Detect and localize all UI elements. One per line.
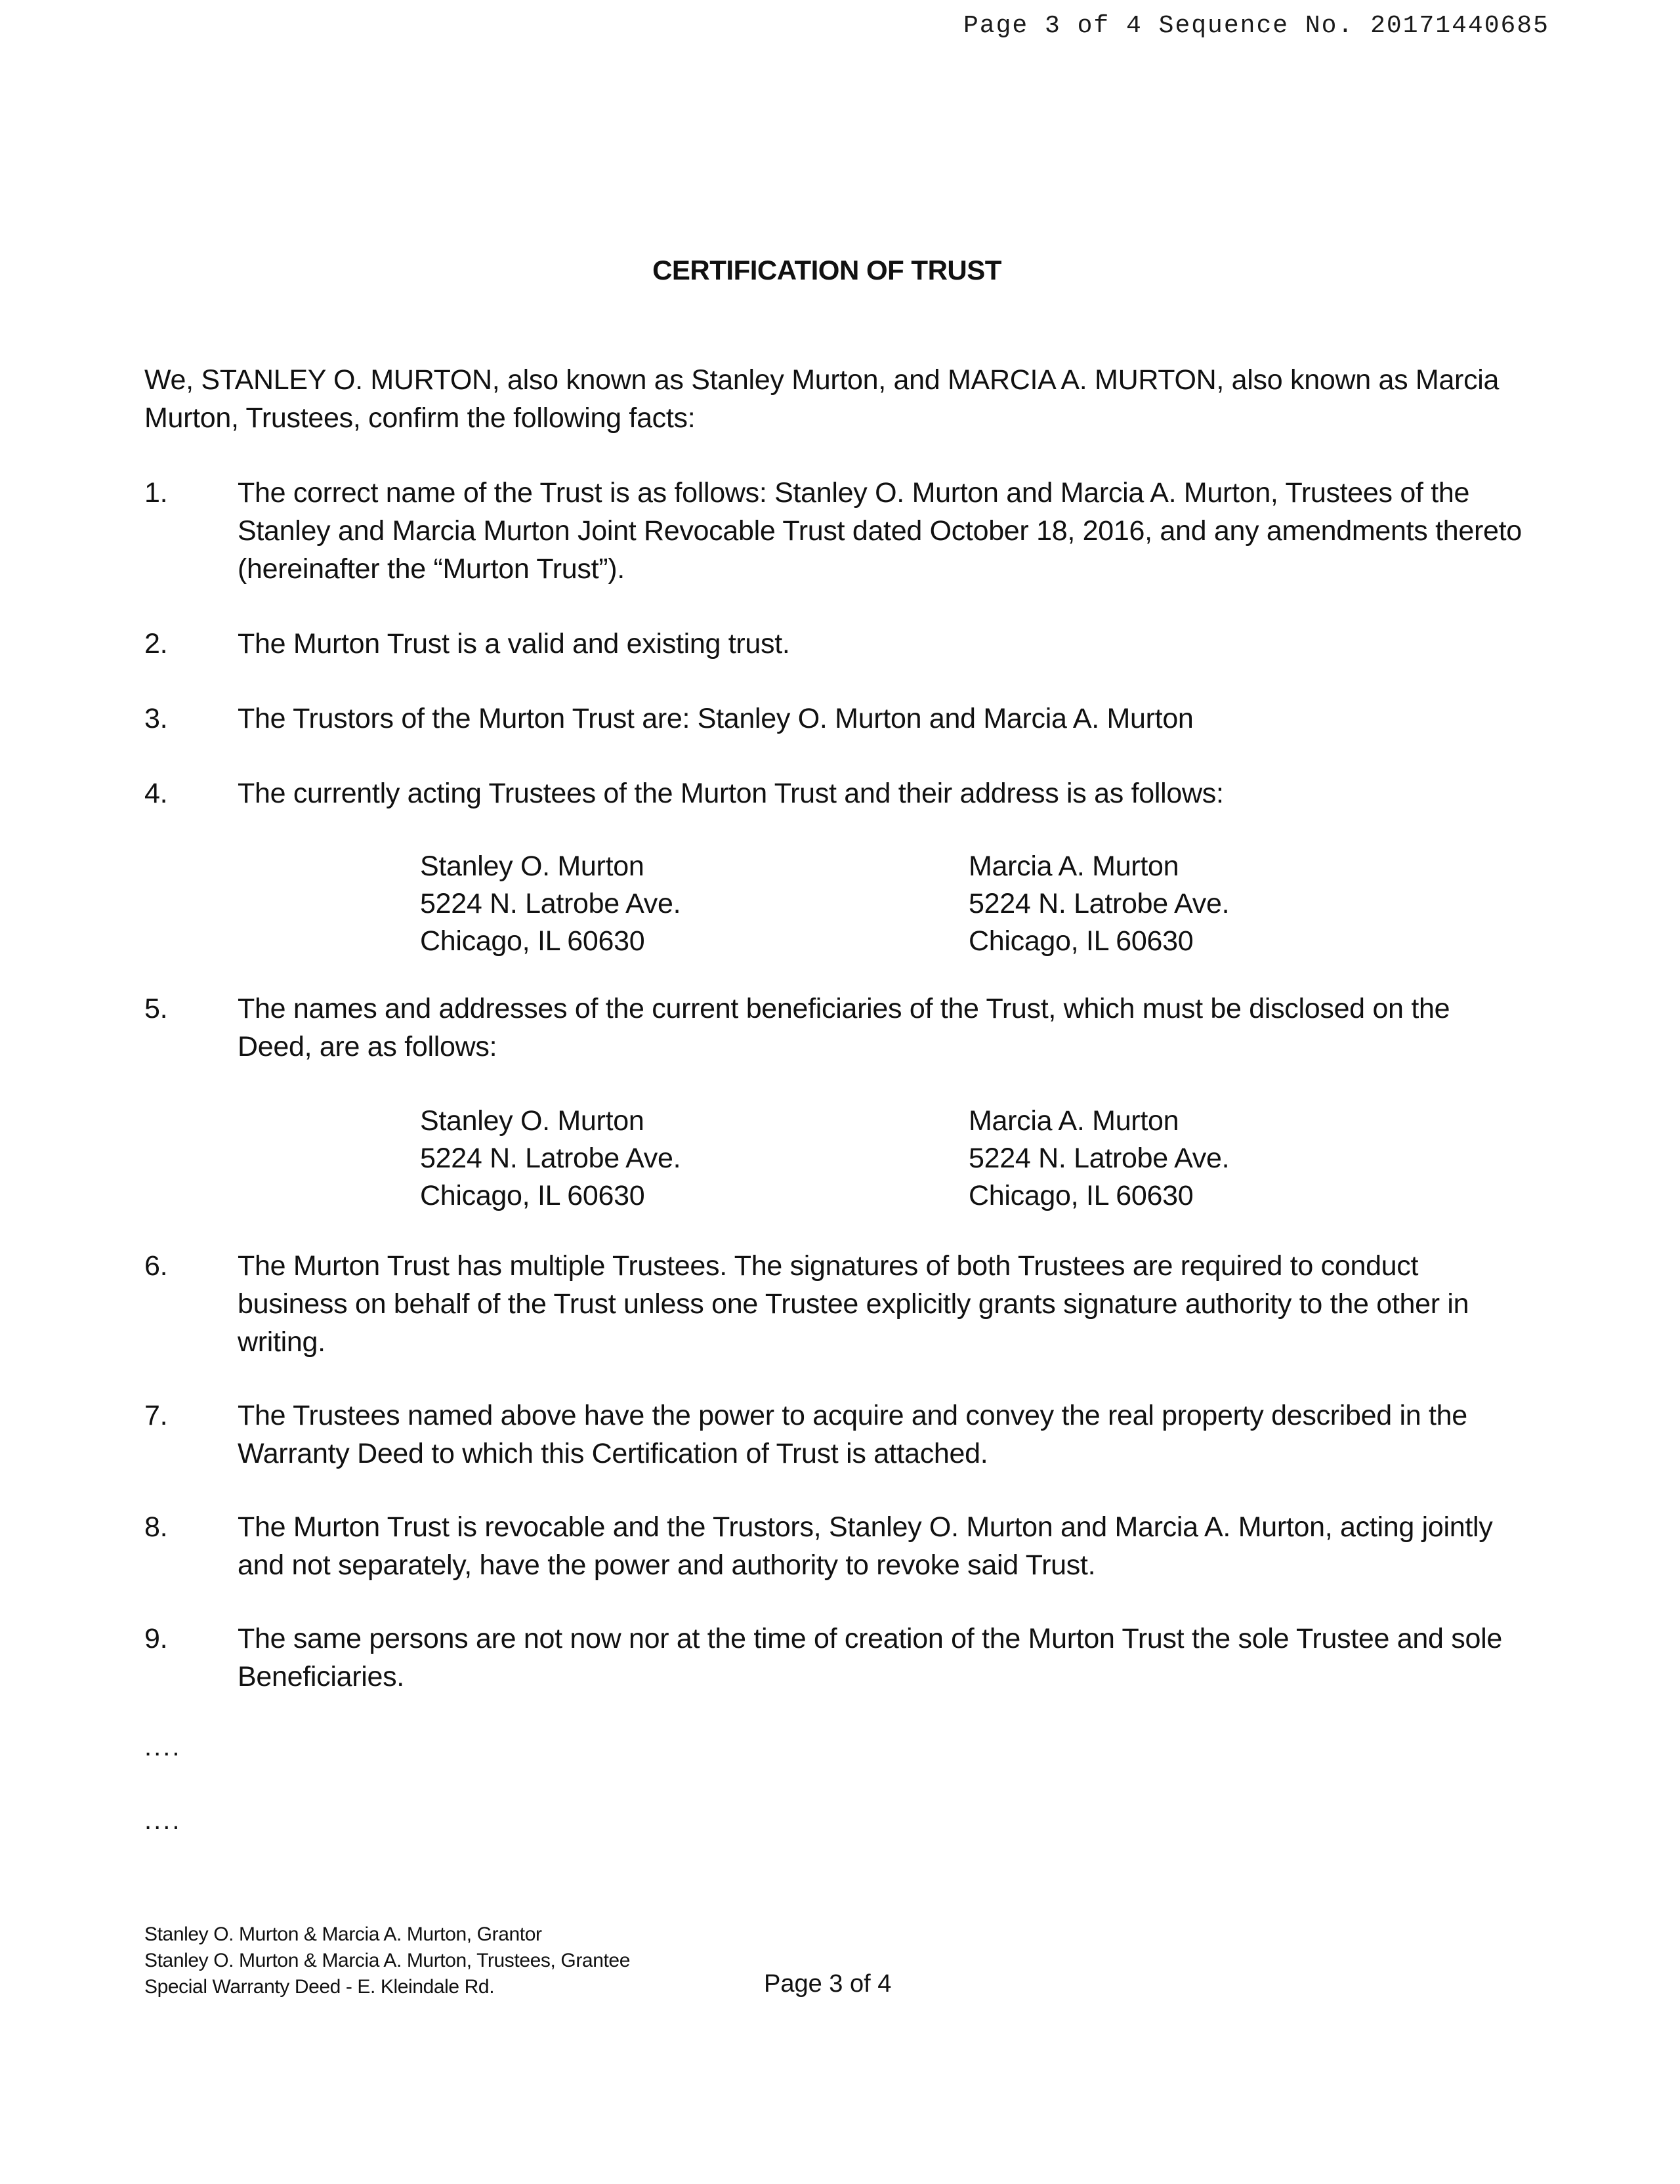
item-number: 1. bbox=[144, 477, 168, 509]
trustee-address-right bbox=[969, 848, 1229, 960]
beneficiary-address-left bbox=[420, 1102, 681, 1215]
beneficiary-city: Chicago, IL 60630 bbox=[969, 1180, 1194, 1211]
item-number: 8. bbox=[144, 1511, 168, 1543]
page-header-stamp: Page 3 of 4 Sequence No. 20171440685 bbox=[963, 12, 1549, 40]
ellipsis-line: .... bbox=[144, 1732, 182, 1761]
item-text: The Trustees named above have the power to acquire and convey the real property described in the Warranty Deed to which this Certification of Trust is attached. bbox=[238, 1400, 1467, 1469]
beneficiary-name: Marcia A. Murton bbox=[969, 1105, 1179, 1137]
item-number: 6. bbox=[144, 1250, 168, 1282]
beneficiary-street: 5224 N. Latrobe Ave. bbox=[420, 1143, 681, 1174]
item-number: 3. bbox=[144, 703, 168, 734]
footer-parties bbox=[144, 1922, 630, 2000]
beneficiary-city: Chicago, IL 60630 bbox=[420, 1180, 645, 1211]
item-number: 7. bbox=[144, 1400, 168, 1431]
intro-paragraph: We, STANLEY O. MURTON, also known as Stanley Murton, and MARCIA A. MURTON, also known as Marcia Murton, Trustees, confirm the following facts: bbox=[144, 364, 1500, 434]
beneficiary-address-right bbox=[969, 1102, 1229, 1215]
item-number: 9. bbox=[144, 1623, 168, 1654]
trustee-city: Chicago, IL 60630 bbox=[420, 925, 645, 957]
document-title: CERTIFICATION OF TRUST bbox=[652, 255, 1001, 285]
footer-line-grantor: Stanley O. Murton & Marcia A. Murton, Grantor bbox=[144, 1923, 542, 1945]
trustee-address-left bbox=[420, 848, 681, 960]
item-text: The names and addresses of the current beneficiaries of the Trust, which must be disclosed on the Deed, are as follows: bbox=[238, 993, 1450, 1062]
item-text: The Murton Trust is a valid and existing trust. bbox=[238, 628, 790, 660]
item-text: The correct name of the Trust is as follows: Stanley O. Murton and Marcia A. Murton, Trustees of the Stanley and Marcia Murton Joint Revocable Trust dated October 18, 2016, and any amendments thereto (hereinafter the “Murton Trust”). bbox=[238, 477, 1522, 585]
item-text: The Murton Trust has multiple Trustees. The signatures of both Trustees are required to conduct business on behalf of the Trust unless one Trustee explicitly grants signature authority to the other in writing. bbox=[238, 1250, 1469, 1358]
footer-line-grantee: Stanley O. Murton & Marcia A. Murton, Trustees, Grantee bbox=[144, 1950, 630, 1971]
item-text: The same persons are not now nor at the time of creation of the Murton Trust the sole Trustee and sole Beneficiaries. bbox=[238, 1623, 1502, 1692]
trustee-city: Chicago, IL 60630 bbox=[969, 925, 1194, 957]
beneficiary-street: 5224 N. Latrobe Ave. bbox=[969, 1143, 1230, 1174]
item-number: 4. bbox=[144, 778, 168, 809]
footer-line-deed: Special Warranty Deed - E. Kleindale Rd. bbox=[144, 1976, 495, 1998]
trustee-street: 5224 N. Latrobe Ave. bbox=[969, 888, 1230, 919]
trustee-street: 5224 N. Latrobe Ave. bbox=[420, 888, 681, 919]
footer-page-number: Page 3 of 4 bbox=[764, 1970, 892, 1998]
trustee-name: Stanley O. Murton bbox=[420, 850, 644, 882]
item-text: The Murton Trust is revocable and the Trustors, Stanley O. Murton and Marcia A. Murton, acting jointly and not separately, have the power and authority to revoke said Trust. bbox=[238, 1511, 1493, 1581]
trustee-name: Marcia A. Murton bbox=[969, 850, 1179, 882]
ellipsis-line: .... bbox=[144, 1806, 182, 1835]
beneficiary-name: Stanley O. Murton bbox=[420, 1105, 644, 1137]
item-number: 2. bbox=[144, 628, 168, 660]
item-number: 5. bbox=[144, 993, 168, 1024]
item-text: The Trustors of the Murton Trust are: Stanley O. Murton and Marcia A. Murton bbox=[238, 703, 1194, 734]
item-text: The currently acting Trustees of the Murton Trust and their address is as follows: bbox=[238, 778, 1224, 809]
